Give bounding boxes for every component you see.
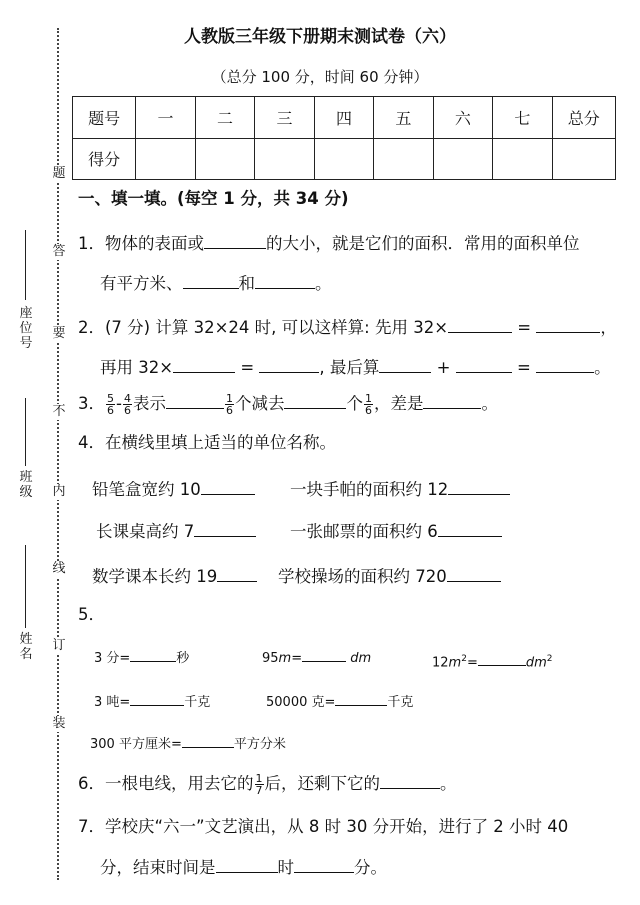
q7-blank-1[interactable] (216, 856, 278, 873)
q2-blank-1[interactable] (448, 316, 512, 333)
q7-text-b: 分，结束时间是 (100, 858, 216, 877)
q1-blank-3[interactable] (255, 272, 315, 289)
q6-fraction (255, 773, 264, 796)
question-7-line-1: 7．学校庆“六一”文艺演出，从 8 时 30 分开始，进行了 2 小时 40 (78, 817, 569, 836)
q3-fraction-den: 6 (364, 404, 372, 417)
gutter-char-xian: 线 (52, 561, 66, 576)
binding-dotted-line (57, 28, 59, 880)
q3-text-d: ，差是 (373, 394, 424, 413)
q5-blank-2[interactable] (302, 648, 346, 662)
q5-text: 95 (262, 651, 279, 666)
q3-text-a: 表示 (132, 394, 166, 413)
question-6 (78, 772, 457, 796)
score-header-cell: 二 (195, 97, 254, 139)
q6-fraction-den: 7 (255, 784, 263, 797)
q1-text-e: 。 (315, 274, 332, 293)
q5-unit-dm: dm (525, 655, 547, 671)
q4-item-text: 一块手帕的面积约 12 (290, 480, 449, 499)
q5-text: 3 分= (94, 651, 131, 666)
q2-comma: ， (600, 318, 617, 337)
q2-blank-2[interactable] (536, 316, 600, 333)
q3-blank-1[interactable] (166, 392, 224, 409)
q5-unit-dm: dm (350, 651, 372, 666)
name-blank (25, 545, 26, 628)
score-cell[interactable] (255, 138, 314, 180)
gutter-char-bu: 不 (52, 404, 66, 419)
q3-fraction-den: 6 (123, 404, 131, 417)
q5-text: 12 (432, 655, 449, 671)
score-table-header-row (73, 97, 616, 139)
q1-text-d: 和 (238, 274, 255, 293)
q2-blank-3[interactable] (173, 356, 235, 373)
q5-unit-m: m (448, 655, 462, 671)
q5-eq: = (291, 651, 303, 666)
question-1-line-2 (100, 272, 332, 295)
score-cell[interactable] (314, 138, 373, 180)
q5-blank-6[interactable] (182, 734, 234, 748)
score-table-score-row (73, 138, 616, 180)
gutter-char-ding: 订 (52, 638, 66, 653)
q4-item-text: 铅笔盒宽约 10 (92, 480, 201, 499)
q5-unit: 千克 (184, 695, 211, 710)
q5-blank-3[interactable] (478, 652, 526, 666)
class-label: 班 级 (19, 470, 33, 500)
q2-eq-1: = (517, 318, 532, 337)
q4-item-6 (278, 565, 501, 588)
name-label: 姓 名 (19, 632, 33, 662)
score-cell[interactable] (552, 138, 615, 180)
q3-fraction-den: 6 (225, 404, 233, 417)
q3-blank-2[interactable] (284, 392, 346, 409)
q2-text-a: 2．(7 分) 计算 32×24 时, 可以这样算: 先用 32× (78, 318, 449, 337)
score-header-cell: 一 (136, 97, 195, 139)
score-header-cell: 六 (433, 97, 492, 139)
question-5-label: 5． (78, 605, 105, 624)
q6-text-b: 后，还剩下它的 (264, 774, 380, 793)
q2-blank-4[interactable] (259, 356, 319, 373)
q2-eq-3: = (516, 358, 531, 377)
q4-item-2 (290, 478, 510, 501)
q3-fraction-num: 5 (107, 392, 114, 405)
page-subtitle: （总分 100 分，时间 60 分钟） (211, 68, 429, 86)
q5-item-area (90, 734, 286, 756)
question-4-heading: 4．在横线里填上适当的单位名称。 (78, 433, 336, 452)
score-header-cell: 五 (374, 97, 433, 139)
q3-blank-3[interactable] (423, 392, 481, 409)
q4-item-text: 长课桌高约 7 (96, 522, 195, 541)
q4-item-3 (96, 520, 256, 543)
gutter-char-yao: 要 (52, 326, 66, 341)
q6-fraction-num: 1 (255, 772, 263, 785)
q3-fraction-1-6-a (225, 393, 234, 416)
score-table (72, 96, 616, 180)
q5-sup: 2 (461, 654, 467, 664)
q7-blank-2[interactable] (294, 856, 354, 873)
class-blank (25, 398, 26, 466)
q3-fraction-num: 1 (364, 392, 372, 405)
q1-blank-1[interactable] (204, 232, 266, 249)
q4-item-text: 一张邮票的面积约 6 (290, 522, 438, 541)
score-cell[interactable] (374, 138, 433, 180)
q5-unit-m: m (278, 651, 292, 666)
q5-text: 300 平方厘米= (90, 737, 182, 752)
q3-fraction-5-6 (106, 393, 115, 416)
q2-text-b: 再用 32× (100, 358, 174, 377)
question-7-line-2 (100, 856, 387, 879)
q3-minus: - (116, 394, 122, 413)
score-cell[interactable] (433, 138, 492, 180)
q5-blank-1[interactable] (130, 648, 176, 662)
q5-text: 3 吨= (94, 695, 131, 710)
q4-blank-4[interactable] (438, 520, 502, 537)
q2-eq-2: = (240, 358, 255, 377)
seat-number-blank (25, 230, 26, 300)
q4-blank-3[interactable] (194, 520, 256, 537)
q5-unit: 平方分米 (233, 737, 286, 752)
gutter-char-nei: 内 (52, 484, 66, 499)
q4-blank-6[interactable] (447, 565, 501, 582)
q5-blank-5[interactable] (335, 692, 387, 706)
question-2-line-2 (100, 356, 611, 379)
q6-blank-1[interactable] (380, 772, 440, 789)
q6-text-e: 。 (440, 774, 457, 793)
question-2-line-1 (78, 316, 617, 339)
question-1-line-1 (78, 232, 580, 255)
q4-item-text: 学校操场的面积约 720 (278, 567, 447, 586)
q3-text-c: 个 (346, 394, 363, 413)
score-row-label: 得分 (73, 138, 136, 180)
q5-item-square-meters (432, 648, 553, 674)
q4-item-4 (290, 520, 502, 543)
gutter-char-da: 答 (52, 244, 66, 259)
q5-unit: 秒 (176, 651, 190, 666)
q4-blank-2[interactable] (448, 478, 510, 495)
q5-eq: = (466, 655, 478, 671)
gutter-char-zhuang: 装 (52, 716, 66, 731)
q1-text-c: 有平方米、 (100, 274, 183, 293)
q3-fraction-num: 4 (123, 392, 131, 405)
score-cell[interactable] (136, 138, 195, 180)
q6-text-a: 6．一根电线，用去它的 (78, 774, 254, 793)
q5-sup: 2 (546, 654, 553, 664)
q1-text-b: 的大小，就是它们的面积．常用的面积单位 (266, 234, 580, 253)
q5-item-tons (94, 692, 210, 714)
q5-blank-4[interactable] (130, 692, 184, 706)
q5-item-grams (266, 692, 413, 714)
gutter-char-ti: 题 (52, 166, 66, 181)
q5-text: 50000 克= (266, 695, 336, 710)
q3-fraction-den: 6 (107, 404, 114, 417)
q1-text-a: 1．物体的表面或 (78, 234, 204, 253)
q2-blank-7[interactable] (536, 356, 594, 373)
q4-item-5 (92, 565, 257, 588)
q2-blank-6[interactable] (456, 356, 512, 373)
q4-item-text: 数学课本长约 19 (92, 567, 218, 586)
q5-item-seconds (94, 648, 189, 670)
q4-item-1 (92, 478, 255, 501)
score-header-cell: 题号 (73, 97, 136, 139)
score-header-cell: 总分 (552, 97, 615, 139)
q3-text-b: 个减去 (234, 394, 285, 413)
q2-end: 。 (594, 358, 611, 377)
seat-number-label: 座 位 号 (19, 306, 33, 351)
score-header-cell: 七 (493, 97, 552, 139)
q1-blank-2[interactable] (183, 272, 239, 289)
q4-blank-1[interactable] (201, 478, 255, 495)
q5-unit: 千克 (387, 695, 414, 710)
page-title: 人教版三年级下册期末测试卷（六） (184, 27, 456, 47)
q7-text-c: 时 (277, 858, 294, 877)
q2-text-c: , 最后算 (319, 358, 380, 377)
q4-blank-5[interactable] (217, 565, 257, 582)
q3-fraction-1-6-b (364, 393, 373, 416)
section-heading: 一、填一填。(每空 1 分，共 34 分) (78, 189, 349, 208)
q7-text-d: 分。 (354, 858, 387, 877)
q3-text-e: 。 (481, 394, 498, 413)
score-cell[interactable] (493, 138, 552, 180)
q5-item-meters (262, 648, 371, 670)
score-header-cell: 四 (314, 97, 373, 139)
q2-blank-5[interactable] (379, 356, 431, 373)
q2-plus: + (436, 358, 451, 377)
score-cell[interactable] (195, 138, 254, 180)
q3-fraction-num: 1 (225, 392, 233, 405)
question-3 (78, 392, 498, 416)
q3-number: 3． (78, 394, 105, 413)
q3-fraction-4-6 (123, 393, 132, 416)
score-header-cell: 三 (255, 97, 314, 139)
